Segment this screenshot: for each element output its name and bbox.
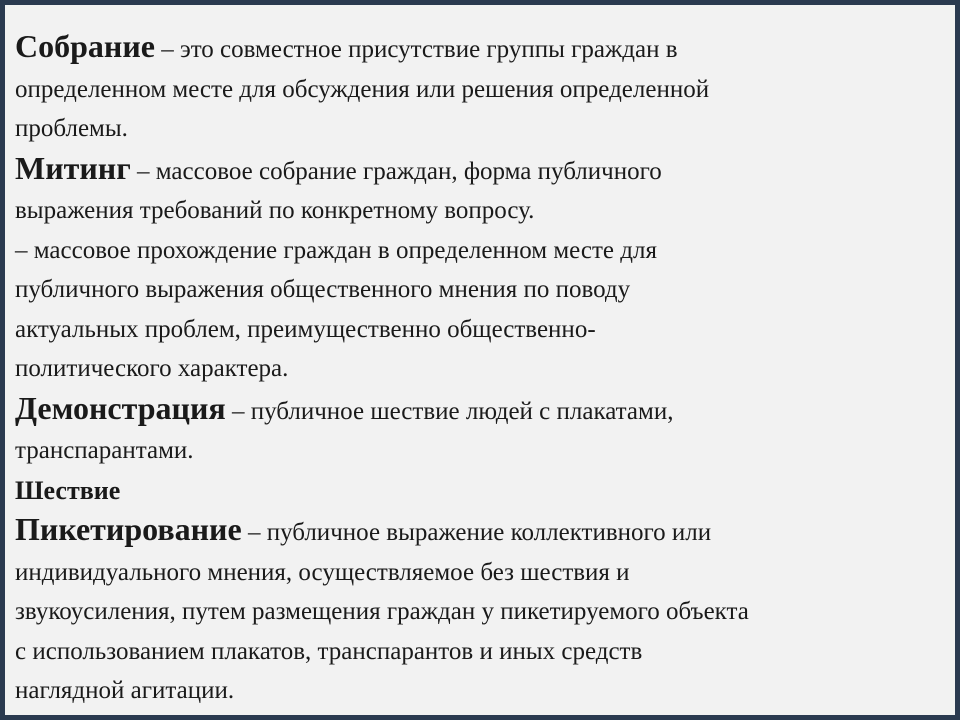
term-demonstratsiya: Демонстрация <box>15 389 226 426</box>
definition-piketirovanie <box>15 510 955 711</box>
term-piketirovanie: Пикетирование <box>15 511 242 547</box>
definition-text: массовое собрание граждан, форма публичного <box>155 157 662 185</box>
definition-line: определенном месте для обсуждения или решения определенной <box>15 75 710 103</box>
definitions-text <box>15 27 955 711</box>
definition-line: проблемы. <box>15 115 128 142</box>
definition-line: публичного выражения общественного мнения по поводу <box>15 276 631 303</box>
dash: – <box>225 397 251 425</box>
dash: – <box>241 519 267 546</box>
definition-line: индивидуального мнения, осуществляемое без шествия и <box>15 558 630 586</box>
definition-line: с использованием плакатов, транспарантов и иных средств <box>15 637 643 665</box>
definition-line: наглядной агитации. <box>15 677 235 704</box>
definition-line: – массовое прохождение граждан в определенном месте для <box>15 236 657 264</box>
dash: – <box>154 36 180 63</box>
definition-line: выражения требований по конкретному вопросу. <box>15 197 535 224</box>
definition-line <box>15 389 955 432</box>
definition-line: актуальных проблем, преимущественно общественно- <box>15 315 596 343</box>
definition-line: политического характера. <box>15 355 289 382</box>
definition-sobranie <box>15 27 955 149</box>
term-shestvie: Шествие <box>15 475 121 505</box>
term-sobranie: Собрание <box>15 28 155 64</box>
term-miting: Митинг <box>15 149 131 186</box>
definition-text: публичное шествие людей с плакатами, <box>250 397 674 425</box>
dash: – <box>130 157 156 185</box>
definition-line <box>15 149 955 192</box>
definition-miting <box>15 149 955 389</box>
definition-line: звукоусиления, путем размещения граждан у пикетируемого объекта <box>15 598 749 625</box>
definition-demonstratsiya <box>15 389 955 471</box>
definition-line: транспарантами. <box>15 437 194 464</box>
definition-shestvie <box>15 471 955 511</box>
definition-line <box>15 27 955 70</box>
definition-line <box>15 510 955 553</box>
definition-text: публичное выражение коллективного или <box>266 519 712 546</box>
definition-text: это совместное присутствие группы граждан в <box>179 36 678 63</box>
